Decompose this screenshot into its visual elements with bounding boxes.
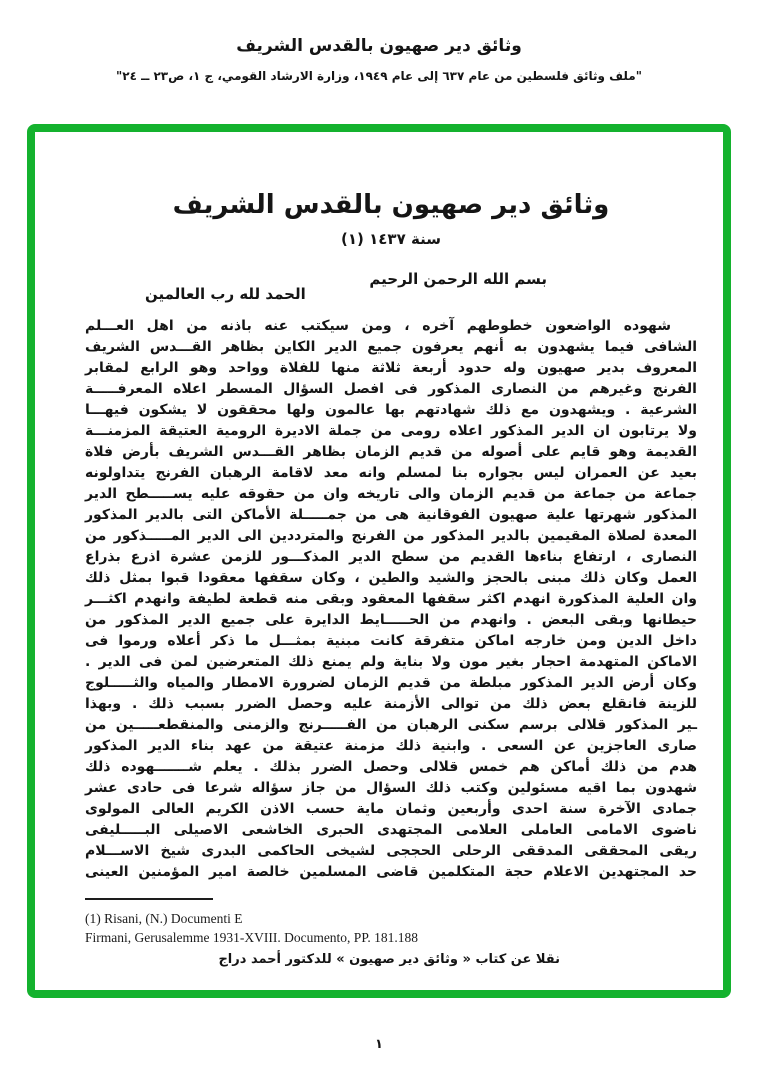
body-text-line: القديمة وهو قايم على أصوله من قديم الزمان بظاهر القـــدس الشريف بأرض فلاة bbox=[85, 444, 697, 460]
body-text-line: داخل الدين ومن خارجه اماكن متفرقة كانت مبنية بمثـــل ما ذكر أعلاه ورموا فى bbox=[85, 633, 697, 649]
body-text-line: جمادى الآخرة سنة احدى وأربعين وثمان ماية حسب الاذن الكريم العالى المولوى bbox=[85, 801, 697, 817]
body-text-line: العمل وكان ذلك مبنى بالحجز والشيد والطين ، وكان سقفها معقودا قبوا بمثل ذلك bbox=[85, 570, 697, 586]
body-text-line: المعدة لصلاة المقيمين بالدير المذكور من الفرنج والمترددين الى الدير المـــــذكور من bbox=[85, 528, 697, 544]
body-text-line: وان العلية المذكورة انهدم اكثر سقفها المعقود وبقى منه قطعة لطيفة وانهدم اكثـــر bbox=[85, 591, 697, 607]
document-year-line: سنة ١٤٣٧ (١) bbox=[341, 230, 441, 248]
hamdala-text: الحمد لله رب العالمين bbox=[145, 285, 306, 303]
body-text-line: ولا يرتابون ان الدير المذكور اعلاه رومى من جملة الاديرة الرومية العتيقة المزمنـــة bbox=[85, 423, 697, 439]
page-subtitle: "ملف وثائق فلسطين من عام ٦٣٧ إلى عام ١٩٤٩، وزارة الارشاد القومي، ج ١، ص٢٣ ــ ٢٤" bbox=[116, 69, 642, 83]
body-text-line: حيطانها وبقى البعض . وانهدم من الحـــــايط الدايرة على جميع الدير المذكور من bbox=[85, 612, 697, 628]
body-text-line: الفرنج وغيرهم من النصارى المذكور فى افصل السؤال المسطر اعلاه المعرفـــــة bbox=[85, 381, 697, 397]
opening-row bbox=[85, 270, 697, 303]
body-text-line: حد المجتهدين الاعلام حجة المتكلمين قاضى المسلمين خالصة امير المؤمنين العينى bbox=[85, 864, 697, 880]
body-text-line: وكان أرض الدير المذكور مبلطة من قديم الزمان لضرورة الامطار والمياه والثـــــلوج bbox=[85, 675, 697, 691]
basmala-text: بسم الله الرحمن الرحيم bbox=[369, 270, 547, 288]
footnote-citation-line1: (1) Risani, (N.) Documenti E bbox=[85, 911, 243, 926]
body-text-line: ناضوى الامامى العاملى العلامى المجتهدى الحبرى الخاشعى الاصيلى البـــــليفى bbox=[85, 822, 697, 838]
page-title: وثائق دير صهيون بالقدس الشريف bbox=[236, 36, 522, 56]
footnote-divider bbox=[85, 898, 213, 900]
page-header bbox=[0, 0, 758, 83]
document-frame bbox=[27, 124, 731, 998]
body-text-line: ـير المذكور قلالى برسم سكنى الرهبان من الفـــــرنج والزمنى والمنقطعـــــين من bbox=[85, 717, 697, 733]
body-text-line: المعروف بدير صهيون وله حدود أربعة ثلاثة منها للفلاة وواحد وهو الرابع لمقابر bbox=[85, 360, 697, 376]
body-text-line: المذكور شهرتها علية صهيون الفوقانية هى من جمـــــلة الأماكن التى بالدير المذكور bbox=[85, 507, 697, 523]
document-title: وثائق دير صهيون بالقدس الشريف bbox=[172, 190, 610, 220]
footnote-source-arabic: نقلا عن كتاب « وثائق دير صهيون » للدكتور أحمد دراج bbox=[218, 952, 560, 967]
body-text-line: النصارى ، ارتفاع بناءها القديم من سطح الدير المذكـــور للزمن عشرة اذرع بذراع bbox=[85, 549, 697, 565]
body-text-line: ريقى المحققى المدققى الرحلى الحججى لشيخى الحاكمى البدرى شيخ الاســـلام bbox=[85, 843, 697, 859]
body-text-line: الشرعية . ويشهدون مع ذلك شهادتهم بها عالمون ولها محققون لا يشكون فيهـــا bbox=[85, 402, 697, 418]
body-text-line: جماعة من جماعة من قديم الزمان والى تاريخه وان من حقوقه عليه يســـــطح الدير bbox=[85, 486, 697, 502]
body-text-line: شهوده الواضعون خطوطهم آخره ، ومن سيكتب عنه باذنه من اهل العـــلم bbox=[85, 318, 671, 334]
body-text-line: صارى العاجزين عن السعى . وابنية ذلك مزمنة عتيقة من عهد بناء الدير المذكور bbox=[85, 738, 697, 754]
body-text-line: شهدون بما اقيه مسئولين وكتب ذلك السؤال من جاز سؤاله شرعا فى حادى عشر bbox=[85, 780, 697, 796]
body-text-line: للزينة فانقلع بعض ذلك من توالى الأزمنة عليه وحصل الضرر بسبب ذلك . وبهذا bbox=[85, 696, 697, 712]
body-text-line: الشافى فيما يشهدون به أنهم يعرفون جميع الدير الكاين بظاهر القـــدس الشريف bbox=[85, 339, 697, 355]
body-text-line: الاماكن المتهدمة احجار بغير مون ولا بناية ولم يمنع ذلك المتعرضين لمن فى الدير . bbox=[85, 654, 697, 670]
body-text-line: بعيد عن العمران ليس بجواره بنا لمسلم وانه معد لاقامة الرهبان الفرنج يتداولونه bbox=[85, 465, 697, 481]
footnote-citation bbox=[85, 909, 697, 947]
document-body bbox=[85, 316, 697, 883]
page-number: ١ bbox=[375, 1037, 383, 1052]
footnote-citation-line2: Firmani, Gerusalemme 1931-XVIII. Documento, PP. 181.188 bbox=[85, 930, 418, 945]
body-text-line: هدم من ذلك أماكن هم خمس قلالى وحصل الضرر بذلك . يعلم شـــــــهوده ذلك bbox=[85, 759, 697, 775]
